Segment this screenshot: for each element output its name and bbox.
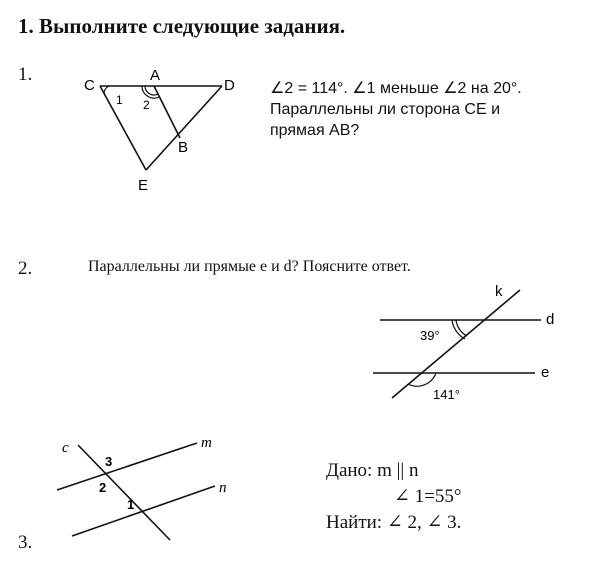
task3-given [326,458,461,536]
page-title: 1. Выполните следующие задания. [18,14,346,38]
label-angle2: 2 [143,98,150,112]
label-b: B [178,139,189,156]
line-m [57,443,197,490]
task2-question: Параллельны ли прямые e и d? Поясните ответ. [88,258,411,275]
find-label: Найти: ∠ 2, ∠ 3. [326,512,462,533]
line-k [392,290,520,398]
label-angle1: 1 [127,497,135,512]
task3-number: 3. [18,532,33,553]
label-angle-141: 141° [433,387,460,402]
label-k: k [495,283,503,300]
label-angle1: 1 [116,93,123,107]
label-angle3: 3 [105,454,113,469]
label-angle2: 2 [99,480,107,495]
line-n [72,486,215,536]
label-m-line: m [201,435,212,451]
angle1-arc [104,86,109,94]
task1-condition-line2: Параллельны ли сторона CE и [270,101,501,118]
given-angle: ∠ 1=55° [394,486,462,507]
segment-de [146,86,222,170]
label-e-line: e [541,364,550,381]
label-d: D [224,77,235,94]
label-e: E [138,177,149,194]
label-d-line: d [546,311,555,328]
task1-figure [84,67,235,194]
label-a: A [150,67,161,84]
task3-figure [57,435,227,540]
task1-condition-line3: прямая AB? [270,122,360,139]
task1-number: 1. [18,64,33,85]
task1-condition-line1: ∠2 = 114°. ∠1 меньше ∠2 на 20°. [270,80,522,97]
label-angle-39: 39° [420,328,440,343]
angle-39-arc-outer [452,320,465,339]
label-c-line: c [62,440,69,456]
given-label: Дано: m || n [326,460,419,481]
label-n-line: n [219,480,227,496]
task1-condition [270,78,522,141]
label-c: C [84,77,95,94]
segment-ce [100,86,146,170]
line-c [78,445,170,540]
angle-141-arc [408,373,436,386]
task2-figure [373,283,554,402]
task2-number: 2. [18,258,33,279]
